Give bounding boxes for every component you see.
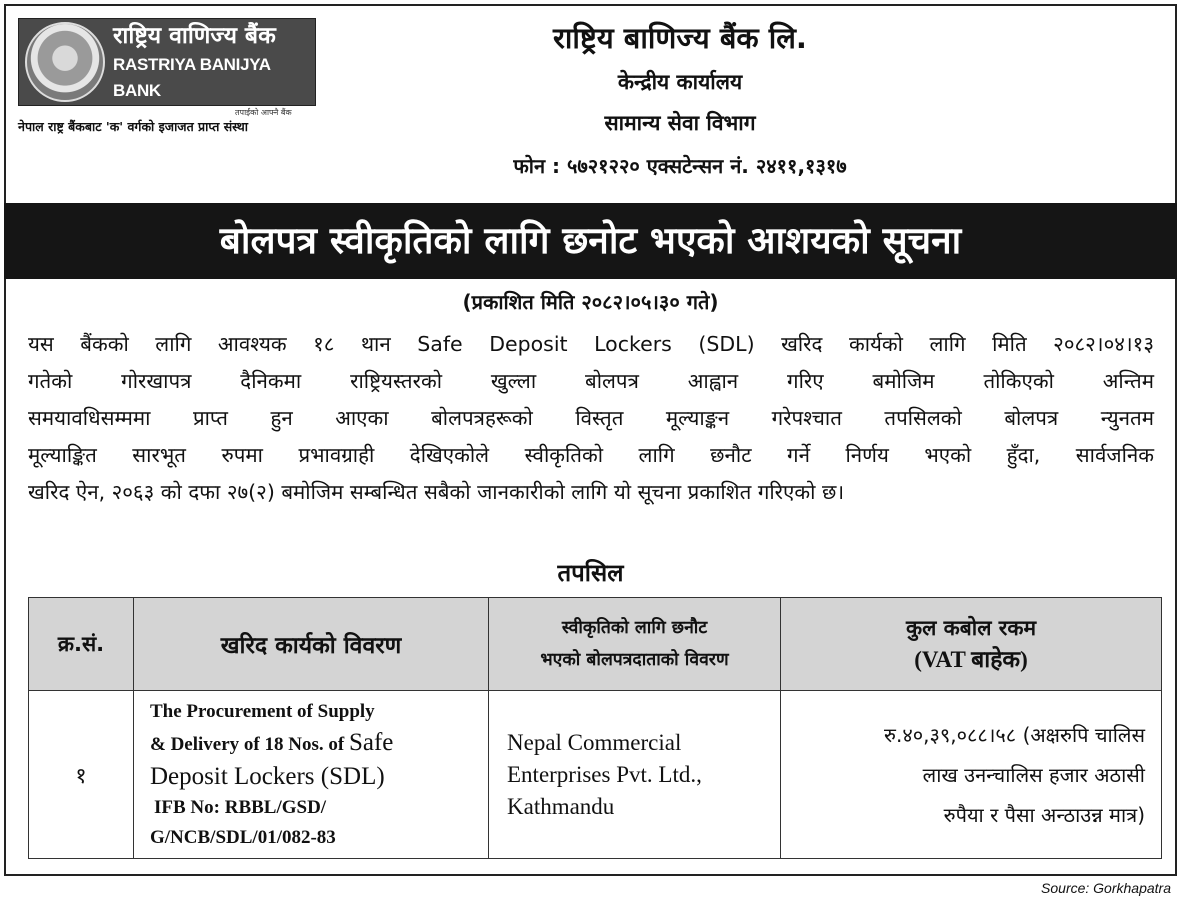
phone-line: फोन : ५७२१२२० एक्सटेन्सन नं. २४११,१३१७ (513, 154, 847, 178)
amount-line: लाख उनन्चालिस हजार अठासी (922, 762, 1145, 787)
table-header-row (29, 598, 1162, 691)
notice-heading: बोलपत्र स्वीकृतिको लागि छनोट भएको आशयको सूचना (4, 203, 1177, 279)
body-line: गतेको गोरखापत्र दैनिकमा राष्ट्रियस्तरको खुल्ला बोलपत्र आह्वान गरिए बमोजिम तोकिएको अन्तिम (28, 369, 1154, 393)
desc-line: The Procurement of Supply (150, 701, 375, 722)
license-note: नेपाल राष्ट्र बैंकबाट 'क' वर्गको इजाजत प्राप्त संस्था (18, 119, 249, 134)
schedule-table (28, 597, 1162, 859)
logo-tagline: तपाईंको आफ्नै बैंक (235, 108, 292, 117)
schedule-title: तपसिल (557, 559, 624, 587)
desc-line-part: Safe (348, 729, 394, 756)
bank-title: राष्ट्रिय बाणिज्य बैंक लि. (553, 21, 807, 55)
amount-line: रुपैया र पैसा अन्ठाउन्न मात्र) (943, 802, 1145, 827)
desc-line: Deposit Lockers (SDL) (150, 763, 385, 790)
header-bidder (489, 598, 781, 691)
header-sn: क्र.सं. (29, 598, 134, 691)
body-line: यस बैंकको लागि आवश्यक १८ थान Safe Deposit Lockers (SDL) खरिद कार्यको लागि मिति २०८२।०४।१३ (28, 332, 1154, 356)
header-amount-line2: (VAT बाहेक) (914, 647, 1028, 672)
logo-text (105, 20, 315, 104)
header-bidder-line2: भएको बोलपत्रदाताको विवरण (540, 650, 729, 670)
bidder-line: Kathmandu (507, 793, 615, 819)
body-line: मूल्याङ्कित सारभूत रुपमा प्रभावग्राही देखिएकोले स्वीकृतिको लागि छनौट गर्ने निर्णय भएको हुँदा, सार्वजनिक (28, 443, 1154, 467)
desc-line: IFB No: RBBL/GSD/ (154, 797, 327, 818)
amount-line: रु.४०,३९,०८८।५८ (अक्षरुपि चालिस (884, 722, 1145, 747)
desc-line (150, 727, 488, 760)
body-line: खरिद ऐन, २०६३ को दफा २७(२) बमोजिम सम्बन्धित सबैको जानकारीको लागि यो सूचना प्रकाशित गरिएको छ। (28, 480, 845, 504)
department-name: सामान्य सेवा विभाग (604, 111, 756, 135)
logo-name-nepali: राष्ट्रिय वाणिज्य बैंक (113, 23, 276, 49)
header-description: खरिद कार्यको विवरण (134, 598, 489, 691)
bidder-line: Enterprises Pvt. Ltd., (507, 761, 702, 787)
bidder-line: Nepal Commercial (507, 729, 682, 755)
bank-emblem-icon (25, 22, 105, 102)
logo-name-english: RASTRIYA BANIJYA BANK (113, 55, 271, 100)
notice-body (28, 326, 1154, 511)
source-credit: Source: Gorkhapatra (1041, 880, 1171, 896)
header-amount (781, 598, 1162, 691)
published-date: (प्रकाशित मिति २०८२।०५।३० गते) (462, 290, 719, 314)
header-amount-line1: कुल कबोल रकम (905, 616, 1037, 640)
cell-bidder (489, 691, 781, 859)
desc-line: G/NCB/SDL/01/082-83 (150, 827, 336, 848)
cell-description (134, 691, 489, 859)
desc-line-part: & Delivery of 18 Nos. of (150, 734, 349, 755)
office-name: केन्द्रीय कार्यालय (617, 70, 743, 94)
cell-amount (781, 691, 1162, 859)
table-row (29, 691, 1162, 859)
header-bidder-line1: स्वीकृतिको लागि छनौट (561, 618, 708, 638)
cell-sn: १ (29, 691, 134, 859)
bank-logo (18, 18, 316, 106)
body-line: समयावधिसम्ममा प्राप्त हुन आएका बोलपत्रहरूको विस्तृत मूल्याङ्कन गरेपश्चात तपसिलको बोलपत्र न्युनतम (28, 406, 1154, 430)
